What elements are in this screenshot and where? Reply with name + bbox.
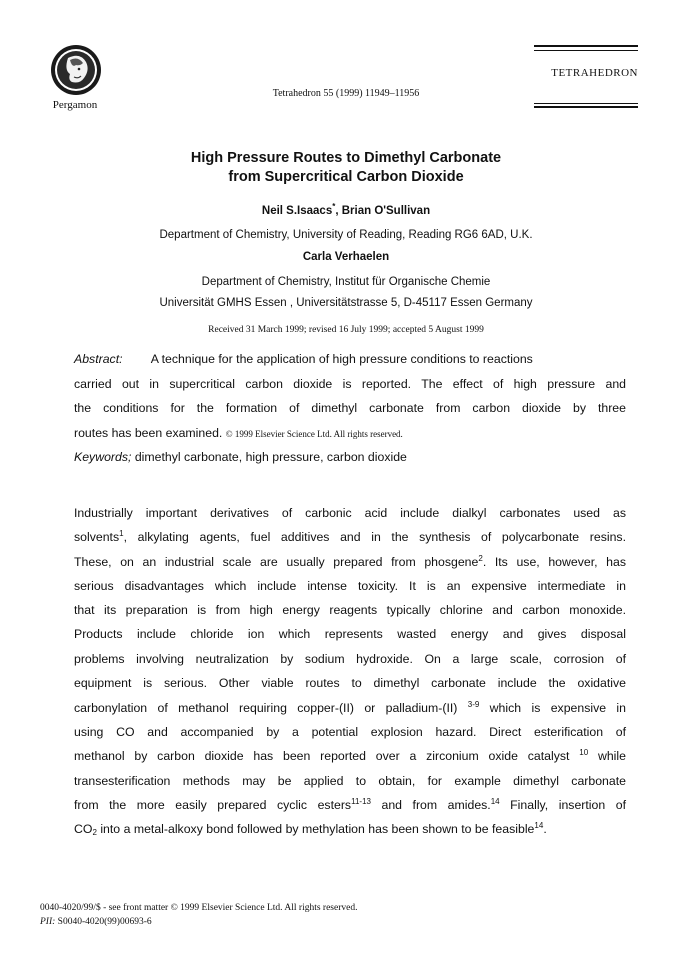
body-line: [74, 749, 626, 763]
abstract-label: Abstract:: [74, 352, 123, 366]
body-text: Finally, insertion of: [499, 798, 626, 812]
body-line: that its preparation is from high energy reagents typically chlorine and carbon monoxide.: [74, 603, 626, 617]
abstract-text: routes has been examined.: [74, 426, 223, 440]
body-text: , alkylating agents, fuel additives and in the synthesis of polycarbonate resins.: [123, 530, 626, 544]
body-line: [74, 822, 547, 836]
body-text: while: [588, 749, 626, 763]
abstract-text: A technique for the application of high pressure conditions to reactions: [150, 352, 533, 366]
body-text: methanol by carbon dioxide has been reported over a zirconium oxide catalyst: [74, 749, 580, 763]
affiliation-2-line-2: Universität GMHS Essen , Universitätstrasse 5, D-45117 Essen Germany: [159, 297, 533, 309]
body-text: CO: [74, 822, 93, 836]
abstract-line-4: [74, 426, 403, 440]
reference-marker: 14: [490, 797, 500, 806]
reference-marker: 2: [478, 554, 483, 563]
article-title-line-2: from Supercritical Carbon Dioxide: [228, 169, 464, 185]
copyright-notice: © 1999 Elsevier Science Ltd. All rights reserved.: [225, 429, 403, 439]
body-line: serious disadvantages which include intense toxicity. It is an expensive intermediate in: [74, 579, 626, 593]
corresponding-author-mark: *: [332, 202, 336, 211]
publisher-name: Pergamon: [52, 99, 98, 111]
body-text: .: [543, 822, 547, 836]
affiliation-2-line-1: Department of Chemistry, Institut für Organische Chemie: [201, 276, 491, 288]
article-title-line-1: High Pressure Routes to Dimethyl Carbonate: [190, 150, 502, 166]
body-line: Products include chloride ion which represents wasted energy and gives disposal: [74, 627, 626, 641]
body-line: equipment is serious. Other viable routes to dimethyl carbonate include the oxidative: [74, 676, 626, 690]
keywords-label: Keywords;: [74, 450, 132, 464]
reference-marker: 3-9: [467, 700, 480, 709]
body-text: These, on an industrial scale are usually prepared from phosgene: [74, 555, 479, 569]
subscript: 2: [92, 828, 97, 837]
header-rule-top-thin: [534, 50, 638, 51]
abstract-line-3: the conditions for the formation of dimethyl carbonate from carbon dioxide by three: [74, 401, 626, 415]
footer-copyright: 0040-4020/99/$ - see front matter © 1999 Elsevier Science Ltd. All rights reserved.: [40, 903, 358, 913]
body-line: problems involving neutralization by sodium hydroxide. On a large scale, corrosion of: [74, 652, 626, 666]
body-line: Industrially important derivatives of carbonic acid include dialkyl carbonates used as: [74, 506, 626, 520]
affiliation-1: Department of Chemistry, University of Reading, Reading RG6 6AD, U.K.: [159, 229, 533, 241]
body-line: transesterification methods may be applied to obtain, for example dimethyl carbonate: [74, 774, 626, 788]
journal-name: TETRAHEDRON: [551, 67, 638, 79]
pii-label: PII:: [40, 917, 56, 927]
body-text: carbonylation of methanol requiring copper-(II) or palladium-(II): [74, 701, 468, 715]
authors-line-2: Carla Verhaelen: [302, 251, 390, 263]
reference-marker: 10: [579, 748, 589, 757]
footer-pii: [40, 917, 152, 927]
journal-citation: Tetrahedron 55 (1999) 11949–11956: [272, 88, 420, 99]
body-text: which is expensive in: [479, 701, 627, 715]
header-rule-bottom: [534, 103, 638, 104]
body-text: into a metal-alkoxy bond followed by methylation has been shown to be feasible: [96, 822, 535, 836]
body-text: . Its use, however, has: [482, 555, 626, 569]
header-rule-bottom-thick: [534, 106, 638, 108]
body-line: [74, 798, 626, 812]
keywords-text: dimethyl carbonate, high pressure, carbon dioxide: [134, 450, 407, 464]
reference-marker: 11-13: [351, 797, 371, 806]
abstract-line-2: carried out in supercritical carbon dioxide is reported. The effect of high pressure and: [74, 377, 626, 391]
pii-value: S0040-4020(99)00693-6: [55, 917, 152, 927]
author-name: , Brian O'Sullivan: [335, 205, 431, 217]
header-rule-top: [534, 45, 638, 47]
body-line: using CO and accompanied by a potential explosion hazard. Direct esterification of: [74, 725, 626, 739]
body-line: [74, 530, 626, 544]
reference-marker: 14: [534, 821, 544, 830]
abstract-line-1: [74, 352, 533, 366]
reference-marker: 1: [119, 529, 124, 538]
body-text: solvents: [74, 530, 120, 544]
authors-line-1: [0, 202, 692, 217]
body-text: from the more easily prepared cyclic esters: [74, 798, 352, 812]
body-line: [74, 701, 626, 715]
keywords-line: [74, 450, 407, 464]
body-text: and from amides.: [370, 798, 491, 812]
author-name: Neil S.Isaacs: [261, 205, 333, 217]
received-dates: Received 31 March 1999; revised 16 July 1999; accepted 5 August 1999: [208, 325, 484, 335]
body-line: [74, 555, 626, 569]
